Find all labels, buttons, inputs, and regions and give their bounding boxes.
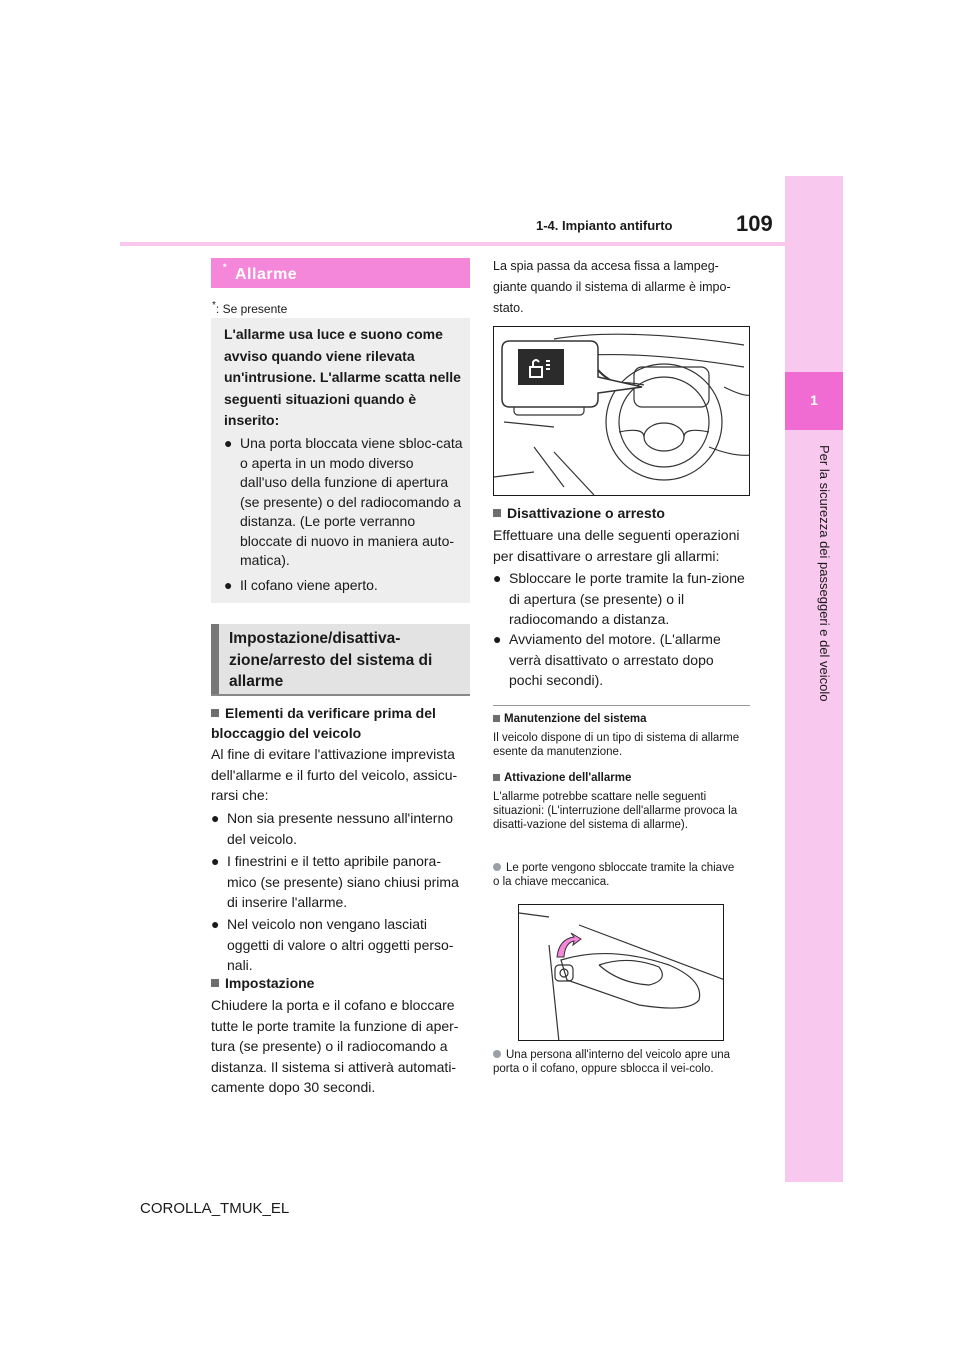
trigger-item bbox=[493, 1048, 750, 1076]
footnote-text: : Se presente bbox=[215, 302, 288, 316]
circle-bullet-icon bbox=[493, 863, 501, 871]
dashboard-illustration bbox=[493, 326, 750, 496]
footnote-star: * bbox=[212, 300, 216, 311]
list-item bbox=[211, 851, 470, 913]
square-bullet-icon bbox=[211, 979, 219, 987]
subsection-title: Impostazione/disattiva-zione/arresto del sistema di allarme bbox=[229, 630, 433, 690]
list-item bbox=[493, 568, 750, 630]
list-item-text: Non sia presente nessuno all'interno del veicolo. bbox=[227, 810, 454, 847]
disable-intro: Effettuare una delle seguenti operazioni per disattivare o arrestare gli allarmi: bbox=[493, 527, 740, 564]
trigger-heading bbox=[493, 771, 750, 785]
maint-text: Il veicolo dispone di un tipo di sistema di allarme esente da manutenzione. bbox=[493, 732, 740, 759]
trigger-item-text: Le porte vengono sbloccate tramite la chiave o la chiave meccanica. bbox=[493, 862, 735, 889]
setting-heading bbox=[211, 973, 470, 993]
list-item-text: Il cofano viene aperto. bbox=[240, 577, 378, 593]
setting-text: Chiudere la porta e il cofano e bloccare tutte le porte tramite la funzione di aper-tura (se presente) o il radiocomando a distanza. Il sistema si attiverà automati-camente dopo 30 secondi. bbox=[211, 997, 459, 1095]
indicator-text: La spia passa da accesa fissa a lampeg-giante quando il sistema di allarme è impo-stato. bbox=[493, 259, 731, 315]
list-item bbox=[211, 914, 470, 976]
square-bullet-icon bbox=[493, 774, 500, 781]
list-item bbox=[493, 629, 750, 691]
door-handle-illustration bbox=[518, 904, 724, 1041]
chapter-title: Per la sicurezza dei passeggeri e del veicolo bbox=[817, 445, 832, 702]
maint-heading-text: Manutenzione del sistema bbox=[504, 713, 647, 725]
list-item-text: I finestrini e il tetto apribile panora-mico (se presente) siano chiusi prima di inserire l'allarme. bbox=[227, 853, 459, 910]
circle-bullet-icon bbox=[493, 1050, 501, 1058]
chapter-number: 1 bbox=[810, 392, 818, 408]
list-item bbox=[224, 576, 464, 596]
info-box bbox=[211, 318, 470, 603]
square-bullet-icon bbox=[211, 709, 219, 717]
trigger-item bbox=[493, 861, 743, 889]
section-title: 1-4. Impianto antifurto bbox=[536, 218, 673, 233]
square-bullet-icon bbox=[493, 509, 501, 517]
check-intro: Al fine di evitare l'attivazione imprevista dell'allarme e il furto del veicolo, assicu-rarsi che: bbox=[211, 746, 458, 803]
maint-heading bbox=[493, 712, 750, 726]
bullet-icon: ● bbox=[211, 853, 220, 869]
disable-heading-text: Disattivazione o arresto bbox=[507, 505, 665, 521]
badge-star: * bbox=[223, 262, 228, 272]
list-item-text: Sbloccare le porte tramite la fun-zione di apertura (se presente) o il radiocomando a distanza. bbox=[509, 570, 745, 627]
trigger-item-text: Una persona all'interno del veicolo apre una porta o il cofano, oppure sblocca il vei-colo. bbox=[493, 1049, 731, 1076]
trigger-text: L'allarme potrebbe scattare nelle seguenti situazioni: (L'interruzione dell'allarme provoca la disatti-vazione del sistema di allarme). bbox=[493, 791, 738, 832]
separator bbox=[493, 705, 750, 706]
page-number: 109 bbox=[736, 211, 773, 236]
subsection-title-box bbox=[211, 624, 470, 694]
disable-heading bbox=[493, 503, 750, 523]
bullet-icon: ● bbox=[211, 810, 220, 826]
bullet-icon: ● bbox=[493, 570, 502, 586]
subsection-rule bbox=[211, 694, 470, 696]
section-badge bbox=[211, 258, 470, 288]
bullet-icon: ● bbox=[224, 435, 233, 451]
list-item-text: Avviamento del motore. (L'allarme verrà disattivato o arrestato dopo pochi secondi). bbox=[509, 631, 721, 688]
trigger-heading-text: Attivazione dell'allarme bbox=[504, 772, 632, 784]
list-item-text: Una porta bloccata viene sbloc-cata o aperta in un modo diverso dall'uso della funzione di apertura (se presente) o del radiocomando a distanza. (Le porte verranno bloccate di nuovo in maniera auto-matica). bbox=[240, 435, 463, 568]
bullet-icon: ● bbox=[493, 631, 502, 647]
check-heading-text: Elementi da verificare prima del bloccaggio del veicolo bbox=[211, 705, 436, 741]
list-item bbox=[211, 808, 470, 849]
list-item-text: Nel veicolo non vengano lasciati oggetti di valore o altri oggetti perso-nali. bbox=[227, 916, 454, 973]
list-item bbox=[224, 434, 464, 571]
bullet-icon: ● bbox=[224, 577, 233, 593]
footnote bbox=[212, 300, 287, 316]
header-rule bbox=[120, 242, 785, 246]
square-bullet-icon bbox=[493, 715, 500, 722]
info-box-intro: L'allarme usa luce e suono come avviso quando viene rilevata un'intrusione. L'allarme scatta nelle seguenti situazioni quando è inserito: bbox=[224, 326, 461, 428]
dashboard-drawing bbox=[494, 327, 750, 496]
bullet-icon: ● bbox=[211, 916, 220, 932]
footer-code: COROLLA_TMUK_EL bbox=[140, 1200, 290, 1217]
badge-title: Allarme bbox=[235, 266, 298, 283]
door-handle-drawing bbox=[519, 905, 724, 1041]
setting-heading-text: Impostazione bbox=[225, 975, 315, 991]
check-heading bbox=[211, 703, 470, 743]
